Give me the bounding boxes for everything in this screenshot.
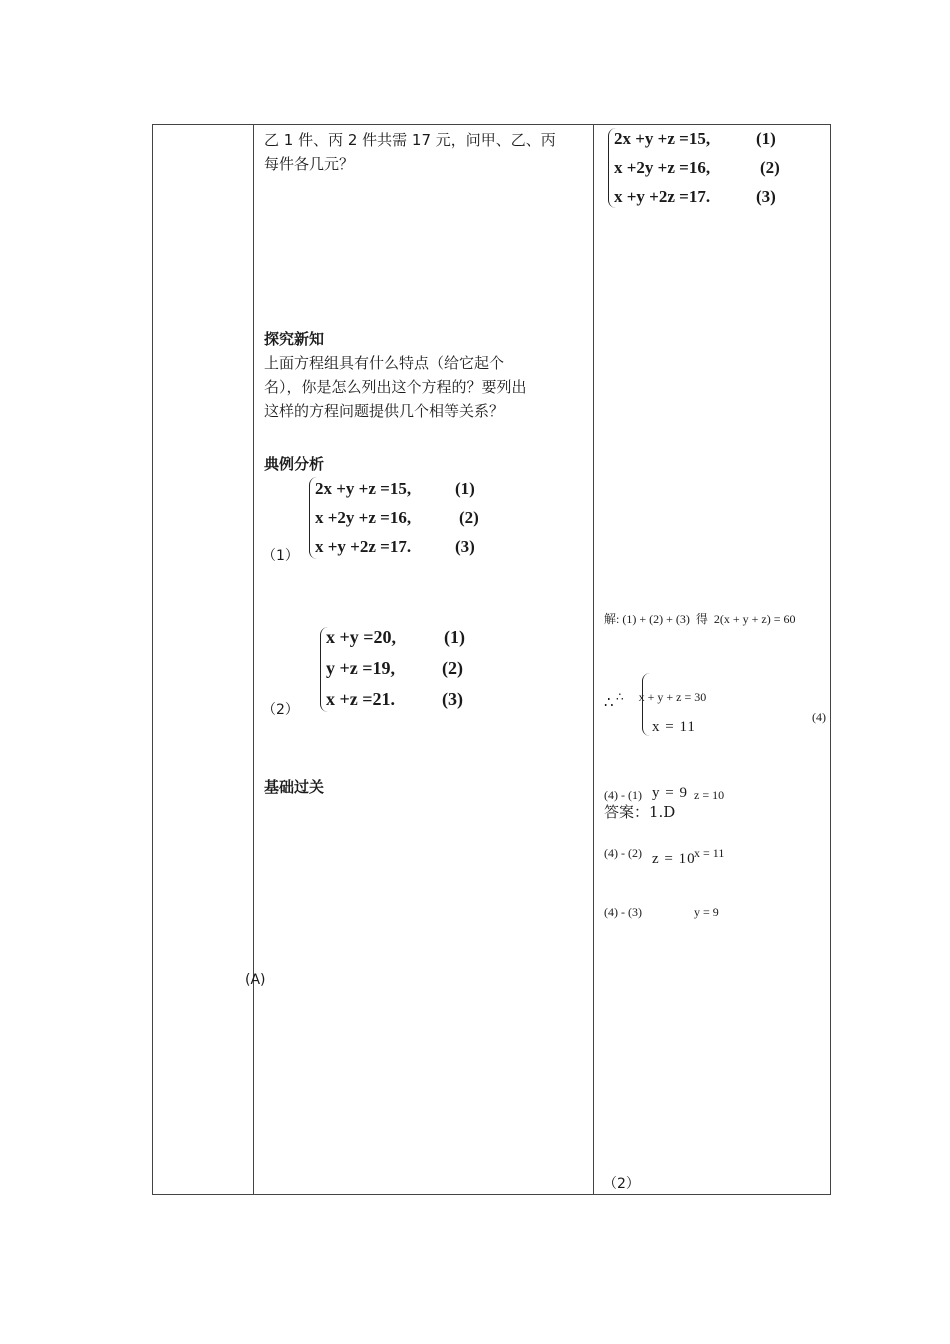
solution-step-op: (4) - (3) <box>604 904 642 919</box>
eqr-line-1: 2x +y +z =15, <box>614 129 711 148</box>
final-y: y = 9 <box>652 785 688 801</box>
eq2-line-2: y +z =19, <box>326 658 396 678</box>
eq1-tag-3: (3) <box>455 537 475 556</box>
eq1-tag-1: (1) <box>455 479 475 498</box>
eq1-line-2: x +2y +z =16, <box>315 508 412 527</box>
eqr-line-2: x +2y +z =16, <box>614 158 711 177</box>
problem-line-2: 每件各几元？ <box>264 155 355 173</box>
option-a: (A) <box>245 972 266 988</box>
final-z: z = 10 <box>652 851 696 867</box>
solution-line-2: ∴ x + y + z = 30 <box>616 690 707 704</box>
eq2-line-3: x +z =21. <box>326 689 396 709</box>
eqr-tag-1: (1) <box>756 129 776 148</box>
solution-block <box>604 571 830 942</box>
eqr-tag-2: (2) <box>760 158 780 177</box>
table-divider-right <box>593 124 594 1195</box>
brace-icon <box>642 673 650 736</box>
basic-heading: 基础过关 <box>264 778 325 796</box>
explore-line-2: 名），你是怎么列出这个方程的？要列出 <box>264 378 527 396</box>
eq1-line-3: x +y +2z =17. <box>315 537 412 556</box>
example-heading: 典例分析 <box>264 455 325 473</box>
explore-line-3: 这样的方程问题提供几个相等关系？ <box>264 402 505 420</box>
footer-label: （2） <box>603 1176 640 1192</box>
equation-system-right <box>614 124 814 211</box>
solution-step-op: (4) - (2) <box>604 846 642 860</box>
eq2-tag-3: (3) <box>442 689 463 709</box>
final-solution <box>652 672 696 892</box>
eq2-tag-2: (2) <box>442 658 463 678</box>
problem-text <box>264 128 556 176</box>
eq2-line-1: x +y =20, <box>326 627 397 647</box>
eq1-line-1: 2x +y +z =15, <box>315 479 412 498</box>
therefore-symbol: ∴ <box>604 695 615 711</box>
equation-system-2 <box>326 622 486 715</box>
solution-line-1: 解: (1) + (2) + (3) 得 2(x + y + z) = 60 <box>604 612 796 626</box>
equation-system-1 <box>315 474 495 561</box>
eq2-tag-1: (1) <box>444 627 465 647</box>
example-label-1: （1） <box>262 548 299 564</box>
problem-line-1: 乙 1 件、丙 2 件共需 17 元，问甲、乙、丙 <box>264 131 556 149</box>
solution-step-op: (4) - (1) <box>604 787 642 802</box>
eqr-line-3: x +y +2z =17. <box>614 187 711 206</box>
solution-step-result: y = 9 <box>694 904 719 919</box>
example-label-2: （2） <box>262 702 299 718</box>
answer-text: 答案：1.D <box>604 803 676 821</box>
explore-heading: 探究新知 <box>264 330 325 348</box>
eqr-tag-3: (3) <box>756 187 776 206</box>
solution-step-result: z = 10 <box>694 787 725 802</box>
solution-step-result: x = 11 <box>694 846 725 860</box>
eq1-tag-2: (2) <box>459 508 479 527</box>
final-x: x = 11 <box>652 719 696 735</box>
solution-tag-4: (4) <box>812 709 826 724</box>
table-divider-left <box>253 124 254 1195</box>
explore-text <box>264 351 527 423</box>
explore-line-1: 上面方程组具有什么特点（给它起个 <box>264 354 505 372</box>
